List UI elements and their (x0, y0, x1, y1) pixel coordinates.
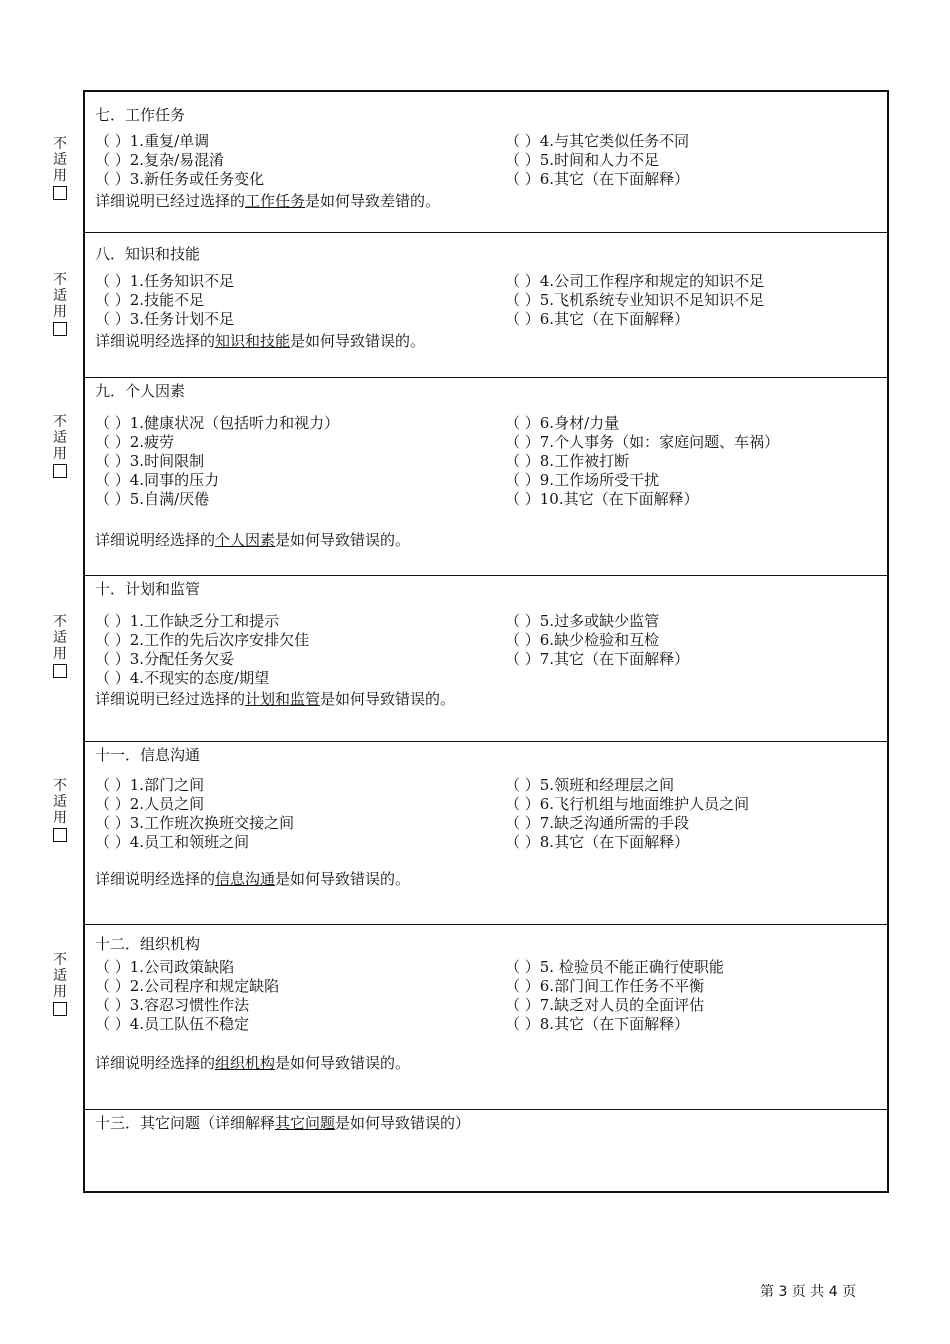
option-item[interactable]: （ ）6.其它（在下面解释） (505, 170, 690, 188)
option-item[interactable]: （ ）1.健康状况（包括听力和视力） (95, 414, 340, 432)
section-organization (85, 925, 887, 1110)
explanation-prompt: 详细说明已经过选择的工作任务是如何导致差错的。 (95, 192, 441, 210)
option-item[interactable]: （ ）2.人员之间 (95, 795, 205, 813)
option-item[interactable]: （ ）6.其它（在下面解释） (505, 310, 690, 328)
section-title: 七．工作任务 (95, 106, 186, 124)
not-applicable-12 (48, 952, 72, 1016)
not-applicable-11 (48, 778, 72, 842)
side-char: 不 (53, 414, 67, 430)
side-char: 用 (53, 304, 67, 320)
option-item[interactable]: （ ）2.工作的先后次序安排欠佳 (95, 631, 310, 649)
option-item[interactable]: （ ）4.同事的压力 (95, 471, 220, 489)
option-item[interactable]: （ ）3.容忍习惯性作法 (95, 996, 250, 1014)
option-item[interactable]: （ ）5.飞机系统专业知识不足知识不足 (505, 291, 765, 309)
side-char: 用 (53, 984, 67, 1000)
option-item[interactable]: （ ）1.部门之间 (95, 776, 205, 794)
section-title: 十三．其它问题（详细解释其它问题是如何导致错误的） (95, 1114, 471, 1132)
section-planning-supervision (85, 576, 887, 742)
explanation-prompt: 详细说明经选择的个人因素是如何导致错误的。 (95, 531, 411, 549)
section-title: 八．知识和技能 (95, 245, 201, 263)
explanation-prompt: 详细说明经选择的知识和技能是如何导致错误的。 (95, 332, 426, 350)
option-item[interactable]: （ ）5.自满/厌倦 (95, 490, 210, 508)
option-item[interactable]: （ ）5.领班和经理层之间 (505, 776, 675, 794)
option-item[interactable]: （ ）2.技能不足 (95, 291, 205, 309)
side-char: 不 (53, 272, 67, 288)
section-title: 十．计划和监管 (95, 580, 201, 598)
side-char: 不 (53, 778, 67, 794)
error-factor-form (83, 90, 889, 1193)
side-char: 用 (53, 168, 67, 184)
option-item[interactable]: （ ）6.部门间工作任务不平衡 (505, 977, 705, 995)
section-title: 十二．组织机构 (95, 935, 201, 953)
option-item[interactable]: （ ）5.时间和人力不足 (505, 151, 660, 169)
side-char: 适 (53, 152, 67, 168)
side-char: 适 (53, 288, 67, 304)
option-item[interactable]: （ ）3.工作班次换班交接之间 (95, 814, 295, 832)
section-title: 十一．信息沟通 (95, 746, 201, 764)
side-char: 适 (53, 794, 67, 810)
option-item[interactable]: （ ）3.任务计划不足 (95, 310, 235, 328)
side-char: 不 (53, 614, 67, 630)
side-char: 适 (53, 968, 67, 984)
option-item[interactable]: （ ）8.其它（在下面解释） (505, 833, 690, 851)
section-title: 九．个人因素 (95, 382, 186, 400)
option-item[interactable]: （ ）8.其它（在下面解释） (505, 1015, 690, 1033)
option-item[interactable]: （ ）10.其它（在下面解释） (505, 490, 699, 508)
section-personal-factors (85, 378, 887, 576)
explanation-prompt: 详细说明经选择的组织机构是如何导致错误的。 (95, 1054, 411, 1072)
option-item[interactable]: （ ）7.缺乏对人员的全面评估 (505, 996, 705, 1014)
side-char: 适 (53, 630, 67, 646)
option-item[interactable]: （ ）1.重复/单调 (95, 132, 210, 150)
option-item[interactable]: （ ）8.工作被打断 (505, 452, 630, 470)
not-applicable-checkbox-9[interactable] (53, 464, 67, 478)
option-item[interactable]: （ ）1.任务知识不足 (95, 272, 235, 290)
not-applicable-checkbox-10[interactable] (53, 664, 67, 678)
option-item[interactable]: （ ）3.新任务或任务变化 (95, 170, 265, 188)
option-item[interactable]: （ ）7.个人事务（如：家庭问题、车祸） (505, 433, 780, 451)
option-item[interactable]: （ ）2.复杂/易混淆 (95, 151, 225, 169)
not-applicable-checkbox-7[interactable] (53, 186, 67, 200)
option-item[interactable]: （ ）4.员工和领班之间 (95, 833, 250, 851)
option-item[interactable]: （ ）3.时间限制 (95, 452, 205, 470)
option-item[interactable]: （ ）5. 检验员不能正确行使职能 (505, 958, 724, 976)
explanation-prompt: 详细说明已经过选择的计划和监管是如何导致错误的。 (95, 690, 456, 708)
option-item[interactable]: （ ）1.公司政策缺陷 (95, 958, 235, 976)
explanation-prompt: 详细说明经选择的信息沟通是如何导致错误的。 (95, 870, 411, 888)
side-char: 用 (53, 810, 67, 826)
option-item[interactable]: （ ）1.工作缺乏分工和提示 (95, 612, 280, 630)
option-item[interactable]: （ ）6.缺少检验和互检 (505, 631, 660, 649)
option-item[interactable]: （ ）5.过多或缺少监管 (505, 612, 660, 630)
page-number: 第 3 页 共 4 页 (760, 1284, 857, 1300)
section-other-issues[interactable] (85, 1110, 887, 1191)
side-char: 适 (53, 430, 67, 446)
option-item[interactable]: （ ）6.飞行机组与地面维护人员之间 (505, 795, 750, 813)
side-char: 不 (53, 136, 67, 152)
option-item[interactable]: （ ）7.其它（在下面解释） (505, 650, 690, 668)
option-item[interactable]: （ ）2.公司程序和规定缺陷 (95, 977, 280, 995)
section-knowledge-skills (85, 233, 887, 378)
option-item[interactable]: （ ）2.疲劳 (95, 433, 175, 451)
option-item[interactable]: （ ）6.身材/力量 (505, 414, 620, 432)
not-applicable-9 (48, 414, 72, 478)
option-item[interactable]: （ ）4.员工队伍不稳定 (95, 1015, 250, 1033)
section-work-task (85, 92, 887, 233)
side-char: 用 (53, 646, 67, 662)
not-applicable-10 (48, 614, 72, 678)
section-communication (85, 742, 887, 925)
not-applicable-checkbox-8[interactable] (53, 322, 67, 336)
not-applicable-8 (48, 272, 72, 336)
not-applicable-checkbox-12[interactable] (53, 1002, 67, 1016)
side-char: 用 (53, 446, 67, 462)
option-item[interactable]: （ ）4.公司工作程序和规定的知识不足 (505, 272, 765, 290)
side-char: 不 (53, 952, 67, 968)
option-item[interactable]: （ ）4.与其它类似任务不同 (505, 132, 690, 150)
option-item[interactable]: （ ）7.缺乏沟通所需的手段 (505, 814, 690, 832)
not-applicable-7 (48, 136, 72, 200)
option-item[interactable]: （ ）4.不现实的态度/期望 (95, 669, 270, 687)
option-item[interactable]: （ ）3.分配任务欠妥 (95, 650, 235, 668)
option-item[interactable]: （ ）9.工作场所受干扰 (505, 471, 660, 489)
not-applicable-checkbox-11[interactable] (53, 828, 67, 842)
